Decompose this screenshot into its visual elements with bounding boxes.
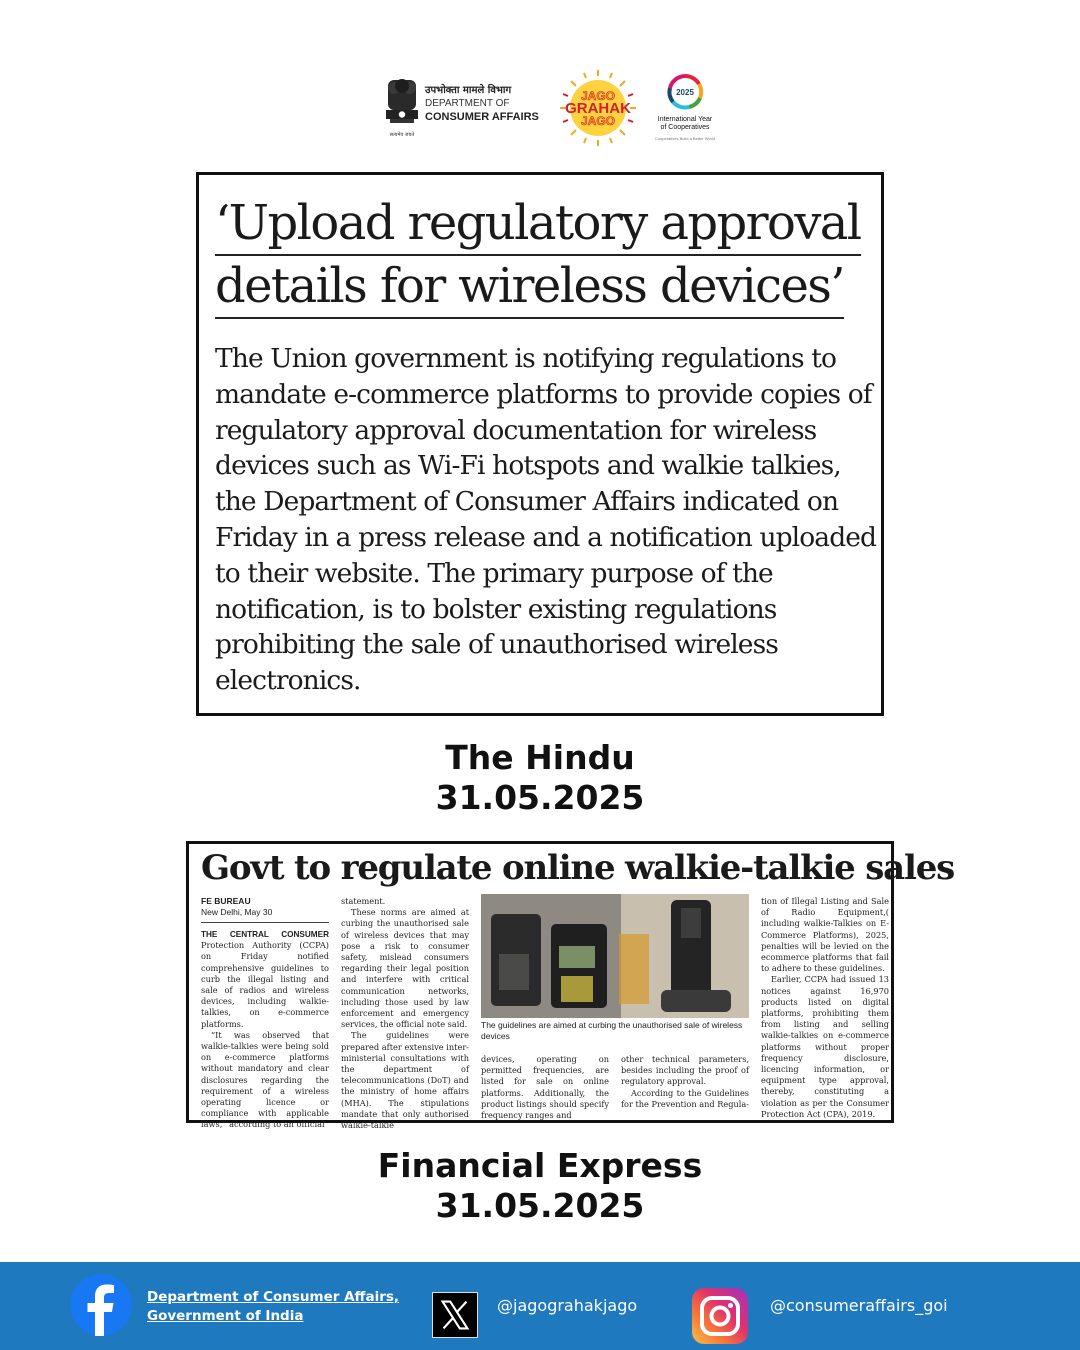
hindu-headline-line2: details for wireless devices’ [215,256,844,319]
fe-column-4 [621,1054,749,1110]
fe-col1-para1: Protection Authority (CCPA) on Friday notified comprehensive guidelines to curb the illegal listing and sale of radios and wireless devices, including walkie-talkies, on e-commerce platforms. [201,940,329,1029]
social-footer [0,1262,1080,1350]
hindu-source-caption [0,738,1080,818]
fe-column-1 [201,896,329,1131]
dept-hindi: उपभोक्ता मामले विभाग [425,85,512,96]
iyc-2025-logo [652,72,718,148]
fe-col2-para1: These norms are aimed at curbing the unauthorised sale of wireless devices that may pose a risk to consumer safety, mislead consumers regarding their legal position and interfere with critical communication networks, including those used by law enforcement and emergency services, the official note said. [341,907,469,1030]
department-name [425,84,555,124]
fe-col3-para1: devices, operating on permitted frequencies, are listed for sale on online platforms. Additionally, the product listings should specify frequency ranges and [481,1054,609,1121]
fe-column-5 [761,896,889,1120]
facebook-link-line2: Government of India [147,1308,304,1324]
walkie-talkie-image [481,894,749,1018]
fe-col1-para2: “It was observed that walkie-talkies were being sold on e-commerce platforms without mandatory and clear disclosures regarding the requirement of a wireless operating licence or compliance with applicable laws,” according to an official [201,1029,329,1130]
hindu-clipping [196,172,884,716]
fe-photo-caption: The guidelines are aimed at curbing the unauthorised sale of wireless devices [481,1020,743,1041]
iyc-label-1: International Year [657,116,713,123]
x-handle[interactable]: @jagograhakjago [497,1296,638,1315]
fe-headline: Govt to regulate online walkie-talkie sales [201,848,955,888]
iyc-tagline: Cooperatives Build a Better World [654,136,716,141]
fe-source-name: Financial Express [377,1146,703,1185]
header-logos [0,68,1080,150]
x-twitter-icon[interactable] [432,1292,478,1338]
fe-clipping [186,841,955,1131]
jago-word-1: JAGO [580,89,616,103]
fe-column-3 [481,1054,609,1121]
jago-grahak-jago-logo [558,68,638,148]
walkie-talkie-photo [481,894,749,1018]
hindu-headline-line1: ‘Upload regulatory approval [215,193,861,256]
instagram-handle[interactable]: @consumeraffairs_goi [770,1296,948,1315]
fe-col2-para0: statement. [341,896,386,906]
instagram-icon[interactable] [692,1288,748,1344]
fe-source-caption [0,1146,1080,1226]
fe-col5-para2: Earlier, CCPA had issued 13 notices against 16,970 products listed on digital platforms, prohibiting them from listing and selling walkie-talkies on e-commerce platforms without proper frequency disclosure, licencing information, or equipment type approval, thereby, constituting a violation as per the Consumer Protection Act (CPA), 2019. [761,974,889,1119]
iyc-ring-icon [665,72,705,112]
hindu-source-date: 31.05.2025 [435,778,645,817]
fe-lead-in: THE CENTRAL CONSUMER [201,930,329,939]
fe-col2-para2: The guidelines were prepared after extensive inter-ministerial consultations with the department of telecommunications (DoT) and the ministry of home affairs (MHA). The stipulations mandate that only authorised walkie-talkie [341,1030,469,1131]
national-emblem-icon [382,76,422,142]
fe-col4-para1: other technical parameters, besides including the proof of regulatory approval. [621,1054,749,1087]
fe-dateline: New Delhi, May 30 [201,907,329,923]
jago-word-2: JAGO [580,114,616,128]
emblem-motto: सत्यमेव जयते [389,132,415,138]
hindu-body-text: The Union government is notifying regulations to mandate e-commerce platforms to provide copies of regulatory approval documentation for wireless devices such as Wi-Fi hotspots and walkie talkies, the Department of Consumer Affairs indicated on Friday in a press release and a notification uploaded to their website. The primary purpose of the notification, is to bolster existing regulations prohibiting the sale of unauthorised wireless electronics. [215,343,877,697]
hindu-source-name: The Hindu [445,738,635,777]
dept-line1: DEPARTMENT OF [425,98,510,109]
iyc-year: 2025 [676,88,694,97]
fe-col4-para2: According to the Guidelines for the Prevention and Regula- [621,1087,750,1109]
fe-col5-para1: tion of Illegal Listing and Sale of Radio Equipment,( including walkie-Talkies on E-Commerce Platforms), 2025, penalties will be levied on the ecommerce platforms that fail to adhere to these guidelines. [761,896,889,974]
facebook-link[interactable] [147,1288,407,1326]
facebook-link-line1: Department of Consumer Affairs, [147,1289,400,1305]
fe-column-2 [341,896,469,1131]
facebook-icon[interactable] [70,1274,132,1336]
dept-line2: CONSUMER AFFAIRS [425,111,539,123]
fe-byline: FE BUREAU [201,896,251,906]
hindu-headline [215,193,865,319]
iyc-label-2: of Cooperatives [660,124,710,131]
fe-source-date: 31.05.2025 [435,1186,645,1225]
grahak-word: GRAHAK [565,100,631,117]
